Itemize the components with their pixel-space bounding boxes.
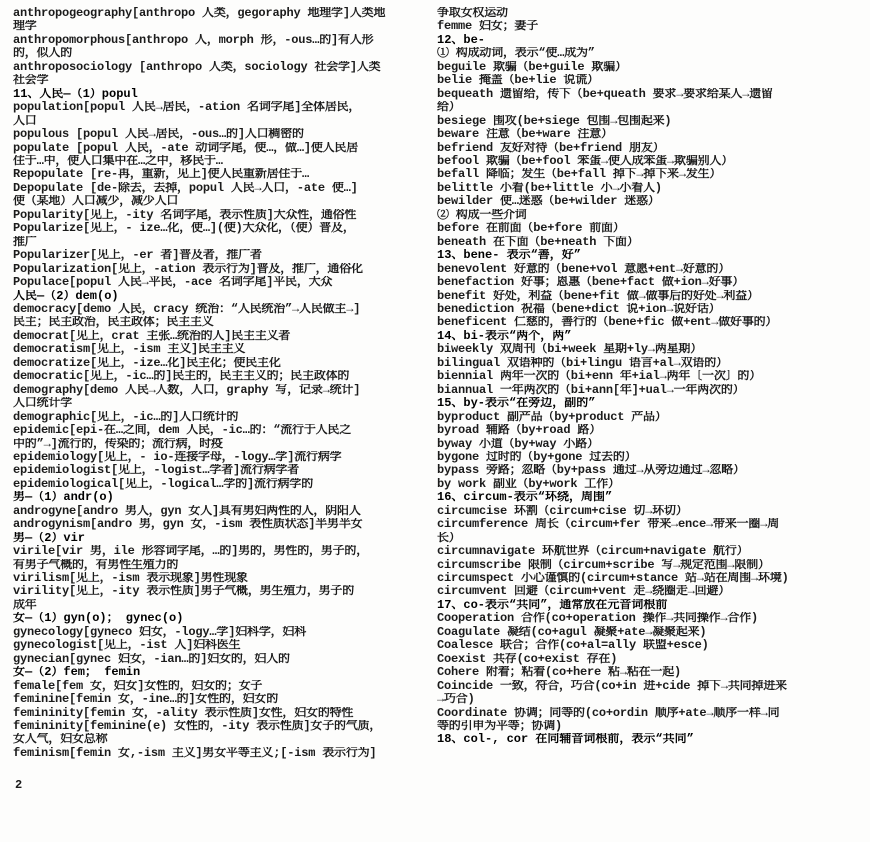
- heading-line: 12、be-: [437, 33, 486, 47]
- text-line: 使（某地）人口减少，减少人口: [13, 195, 179, 209]
- text-line: Depopulate [de-除去，去掉，popul 人民→人口，-ate 使…]: [13, 181, 358, 195]
- heading-line: 女—（2）fem； femin: [13, 666, 141, 680]
- text-line: 人口: [13, 114, 37, 128]
- heading-line: 17、co-表示“共同”，通常放在元音词根前: [437, 598, 668, 612]
- text-line: democrat[见上，crat 主张…统治的人]民主主义者: [13, 329, 291, 343]
- heading-line: 13、bene- 表示“善，好”: [437, 249, 582, 263]
- text-line: populous [popul 人民→居民，-ous…的]人口稠密的: [13, 128, 304, 142]
- heading-line: 16、circum-表示“环绕，周围”: [437, 491, 613, 505]
- right-column: [437, 7, 867, 760]
- text-line: bilingual 双语种的（bi+lingu 语言+al→双语的）: [437, 356, 728, 370]
- text-line: gynecian[gynec 妇女，-ian…的]妇女的，妇人的: [13, 652, 290, 666]
- text-line: demography[demo 人民→人数，人口，graphy 写，记录→统计]: [13, 383, 361, 397]
- text-line: gynecologist[见上，-ist 人]妇科医生: [13, 639, 241, 653]
- page-number: 2: [15, 778, 23, 792]
- text-line: Coagulate 凝结(co+agul 凝聚+ate→凝聚起来): [437, 625, 707, 639]
- text-line: benevolent 好意的（bene+vol 意愿+ent→好意的）: [437, 262, 731, 276]
- text-line: Popularity[见上，-ity 名词字尾，表示性质]大众性，通俗性: [13, 208, 357, 222]
- text-line: circumspect 小心谨慎的(circum+stance 站→站在周围→环境): [437, 572, 789, 586]
- text-line: circumcise 环割（circum+cise 切→环切）: [437, 504, 688, 518]
- text-line: byroad 辅路（by+road 路）: [437, 424, 602, 438]
- text-line: Populace[popul 人民→平民，-ace 名词字尾]平民，大众: [13, 276, 333, 290]
- text-line: beguile 欺骗（be+guile 欺骗）: [437, 60, 627, 74]
- text-line: befall 降临；发生（be+fall 掉下→掉下来→发生）: [437, 168, 722, 182]
- text-line: 有男子气概的，有男性生殖力的: [13, 558, 179, 572]
- text-line: benefaction 好事；恩惠（bene+fact 做+ion→好事）: [437, 276, 745, 290]
- text-line: Coordinate 协调；同等的(co+ordin 顺序+ate→顺序一样→同: [437, 706, 780, 720]
- text-line: androgynism[andro 男，gyn 女，-ism 表性质状态]半男半女: [13, 518, 363, 532]
- text-line: circumvent 回避（circum+vent 走→绕圈走→回避）: [437, 585, 731, 599]
- heading-line: 女—（1）gyn(o)； gynec(o): [13, 612, 184, 626]
- text-line: 理学: [13, 20, 37, 34]
- text-line: bewilder 使…迷惑（be+wilder 迷惑）: [437, 195, 660, 209]
- text-line: 成年: [13, 598, 37, 612]
- text-line: democratism[见上，-ism 主义]民主主义: [13, 343, 246, 357]
- text-line: virilism[见上，-ism 表示现象]男性现象: [13, 572, 248, 586]
- text-line: belittle 小看(be+little 小→小看人): [437, 181, 662, 195]
- text-line: biennial 两年一次的（bi+enn 年+ial→两年〔一次〕的）: [437, 370, 762, 384]
- text-line: anthropomorphous[anthropo 人，morph 形，-ous…的]有人形: [13, 33, 374, 47]
- text-line: byway 小道（by+way 小路）: [437, 437, 599, 451]
- text-line: democratic[见上，-ic…的]民主的，民主主义的；民主政体的: [13, 370, 350, 384]
- text-line: epidemiologist[见上，-logist…学者]流行病学者: [13, 464, 300, 478]
- text-line: epidemiological[见上，-logical…学的]流行病学的: [13, 477, 314, 491]
- text-line: besiege 围攻(be+siege 包围→包围起来): [437, 114, 672, 128]
- text-line: benediction 祝福（bene+dict 说+ion→说好话）: [437, 302, 721, 316]
- text-line: feminine[femin 女，-ine…的]女性的，妇女的: [13, 693, 279, 707]
- text-line: 女人气，妇女总称: [13, 733, 108, 747]
- text-line: ① 构成动词，表示“使…成为”: [437, 47, 595, 61]
- text-line: virility[见上，-ity 表示性质]男子气概，男生殖力，男子的: [13, 585, 355, 599]
- text-line: 推广: [13, 235, 37, 249]
- text-line: Popularization[见上，-ation 表示行为]普及，推广，通俗化: [13, 262, 363, 276]
- heading-line: 18、col-, cor 在同辅音词根前，表示“共同”: [437, 733, 694, 747]
- text-line: femininity[feminine(e) 女性的，-ity 表示性质]女子的气质，: [13, 720, 382, 734]
- text-line: democratize[见上，-ize…化]民主化；使民主化: [13, 356, 281, 370]
- text-line: virile[vir 男，ile 形容词字尾，…的]男的，男性的，男子的，: [13, 545, 369, 559]
- text-line: epidemic[epi-在…之间，dem 人民，-ic…的：“流行于人民之: [13, 424, 352, 438]
- text-line: Cooperation 合作(co+operation 操作→共同操作→合作): [437, 612, 759, 626]
- text-line: circumscribe 限制（circum+scribe 写→规定范围→限制）: [437, 558, 770, 572]
- text-line: beneficent 仁慈的，善行的（bene+fic 做+ent→做好事的）: [437, 316, 778, 330]
- text-line: beneath 在下面（be+neath 下面）: [437, 235, 639, 249]
- text-line: beware 注意（be+ware 注意）: [437, 128, 613, 142]
- text-line: anthroposociology [anthropo 人类，sociology 社会学]人类: [13, 60, 381, 74]
- heading-line: 15、by-表示“在旁边，副的”: [437, 397, 596, 411]
- text-line: ② 构成一些介词: [437, 208, 527, 222]
- text-line: Coincide 一致，符合，巧合(co+in 进+cide 掉下→共同掉进来: [437, 679, 787, 693]
- text-line: Popularizer[见上，-er 者]普及者，推广者: [13, 249, 262, 263]
- text-line: populate [popul 人民，-ate 动词字尾，使…，做…]使人民居: [13, 141, 359, 155]
- text-line: before 在前面（be+fore 前面）: [437, 222, 625, 236]
- text-line: bygone 过时的（by+gone 过去的）: [437, 450, 637, 464]
- text-line: gynecology[gyneco 妇女，-logy…学]妇科学，妇科: [13, 625, 307, 639]
- text-line: female[fem 女，妇女]女性的，妇女的；女子: [13, 679, 263, 693]
- text-line: Coexist 共存(co+exist 存在): [437, 652, 618, 666]
- left-column: [13, 7, 437, 760]
- text-line: demographic[见上，-ic…的]人口统计的: [13, 410, 239, 424]
- text-line: biannual 一年两次的（bi+ann[年]+ual→一年两次的）: [437, 383, 745, 397]
- text-line: femininity[femin 女，-ality 表示性质]女性，妇女的特性: [13, 706, 354, 720]
- heading-line: 14、bi-表示“两个，两”: [437, 329, 572, 343]
- text-line: androgyne[andro 男人，gyn 女人]具有男妇两性的人，阴阳人: [13, 504, 361, 518]
- text-line: femme 妇女；妻子: [437, 20, 539, 34]
- text-line: byproduct 副产品（by+product 产品）: [437, 410, 667, 424]
- text-line: bypass 旁路；忽略（by+pass 通过→从旁边通过→忽略）: [437, 464, 745, 478]
- text-line: feminism[femin 女,-ism 主义]男女平等主义;[-ism 表示行为]: [13, 746, 377, 760]
- text-line: bequeath 遗留给，传下（be+queath 要求→要求给某人→遗留: [437, 87, 773, 101]
- text-line: 等的引申为平等；协调): [437, 720, 563, 734]
- text-line: circumference 周长（circum+fer 带来→ence→带来一圈→周: [437, 518, 780, 532]
- text-line: 民主；民主政治，民主政体；民主主义: [13, 316, 214, 330]
- text-line: Repopulate [re-再，重新，见上]使人民重新居住于…: [13, 168, 310, 182]
- text-line: 中的”→]流行的，传染的；流行病，时疫: [13, 437, 223, 451]
- text-line: biweekly 双周刊（bi+week 星期+ly→两星期）: [437, 343, 703, 357]
- heading-line: 11、人民—（1）popul: [13, 87, 138, 101]
- text-line: Coalesce 联合；合作(co+al=ally 联盟+esce): [437, 639, 709, 653]
- text-line: befriend 友好对待（be+friend 朋友）: [437, 141, 665, 155]
- text-line: belie 掩盖（be+lie 说谎）: [437, 74, 599, 88]
- text-line: by work 副业（by+work 工作）: [437, 477, 620, 491]
- text-line: Popularize[见上，- ize…化，使…](使)大众化，（使）普及，: [13, 222, 355, 236]
- text-line: befool 欺骗（be+fool 笨蛋→使人成笨蛋→欺骗别人）: [437, 154, 734, 168]
- text-line: benefit 好处，利益（bene+fit 做→做事后的好处→利益）: [437, 289, 759, 303]
- text-line: 给）: [437, 101, 461, 115]
- text-line: anthropogeography[anthropo 人类，gegoraphy 地理学]人类地: [13, 7, 386, 20]
- text-line: circumnavigate 环航世界（circum+navigate 航行）: [437, 545, 749, 559]
- text-line: epidemiology[见上，- io-连接字母，-logy…学]流行病学: [13, 450, 342, 464]
- text-line: 社会学: [13, 74, 49, 88]
- text-line: Cohere 附着；粘着(co+here 粘→粘在一起): [437, 666, 682, 680]
- text-line: 的，似人的: [13, 47, 73, 61]
- text-line: 长）: [437, 531, 461, 545]
- heading-line: 人民—（2）dem(o): [13, 289, 119, 303]
- text-line: population[popul 人民→居民，-ation 名词字尾]全体居民，: [13, 101, 361, 115]
- text-line: →巧合): [437, 693, 475, 707]
- text-line: 争取女权运动: [437, 7, 508, 20]
- heading-line: 男—（2）vir: [13, 531, 86, 545]
- text-line: 人口统计学: [13, 397, 73, 411]
- heading-line: 男—（1）andr(o): [13, 491, 114, 505]
- text-line: democracy[demo 人民，cracy 统治：“人民统治”→人民做主→]: [13, 302, 361, 316]
- text-line: 住于…中，使人口集中在…之中，移民于…: [13, 154, 223, 168]
